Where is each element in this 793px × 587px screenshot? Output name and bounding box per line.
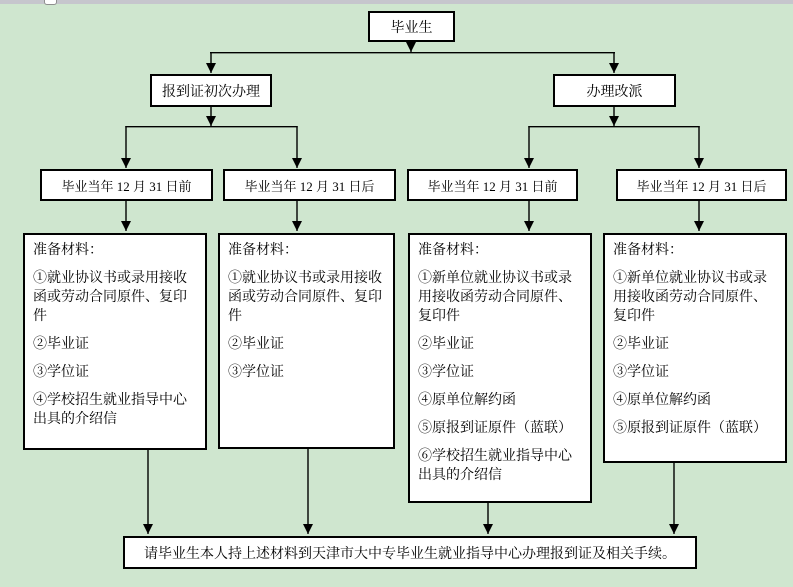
material-item: ④原单位解约函: [418, 393, 516, 408]
material-item: ②毕业证: [33, 337, 89, 352]
footer-instruction: 请毕业生本人持上述材料到天津市大中专毕业生就业指导中心办理报到证及相关手续。: [123, 536, 697, 569]
material-item: ②毕业证: [613, 337, 669, 352]
flow-node-date-after-2: 毕业当年 12 月 31 日后: [616, 169, 787, 201]
flow-node-date-after-1: 毕业当年 12 月 31 日后: [223, 169, 396, 201]
material-item: ②毕业证: [228, 337, 284, 352]
materials-heading: 准备材料：: [33, 243, 103, 258]
material-item: ①新单位就业协议书或录用接收函劳动合同原件、复印件: [613, 271, 767, 324]
material-item: ③学位证: [33, 365, 89, 380]
materials-box-3: [408, 233, 592, 503]
material-item: ④学校招生就业指导中心出具的介绍信: [33, 393, 187, 427]
material-item: ①新单位就业协议书或录用接收函劳动合同原件、复印件: [418, 271, 572, 324]
materials-heading: 准备材料：: [418, 243, 488, 258]
flow-node-reassignment: 办理改派: [553, 74, 676, 107]
materials-heading: 准备材料：: [228, 243, 298, 258]
material-item: ⑤原报到证原件（蓝联）: [418, 421, 572, 436]
window-top-strip: [0, 0, 793, 4]
material-item: ②毕业证: [418, 337, 474, 352]
material-item: ④原单位解约函: [613, 393, 711, 408]
material-item: ①就业协议书或录用接收函或劳动合同原件、复印件: [33, 271, 187, 324]
materials-box-2: [218, 233, 395, 449]
material-item: ⑥学校招生就业指导中心出具的介绍信: [418, 449, 572, 483]
materials-box-4: [603, 233, 787, 463]
material-item: ①就业协议书或录用接收函或劳动合同原件、复印件: [228, 271, 382, 324]
material-item: ③学位证: [418, 365, 474, 380]
materials-box-1: [23, 233, 207, 450]
flow-node-date-before-1: 毕业当年 12 月 31 日前: [40, 169, 213, 201]
material-item: ③学位证: [228, 365, 284, 380]
flow-node-first-registration: 报到证初次办理: [150, 74, 272, 107]
material-item: ③学位证: [613, 365, 669, 380]
materials-heading: 准备材料：: [613, 243, 683, 258]
flow-node-date-before-2: 毕业当年 12 月 31 日前: [407, 169, 578, 201]
flow-node-graduate: 毕业生: [368, 11, 455, 42]
window-top-tab: [44, 0, 57, 5]
material-item: ⑤原报到证原件（蓝联）: [613, 421, 767, 436]
